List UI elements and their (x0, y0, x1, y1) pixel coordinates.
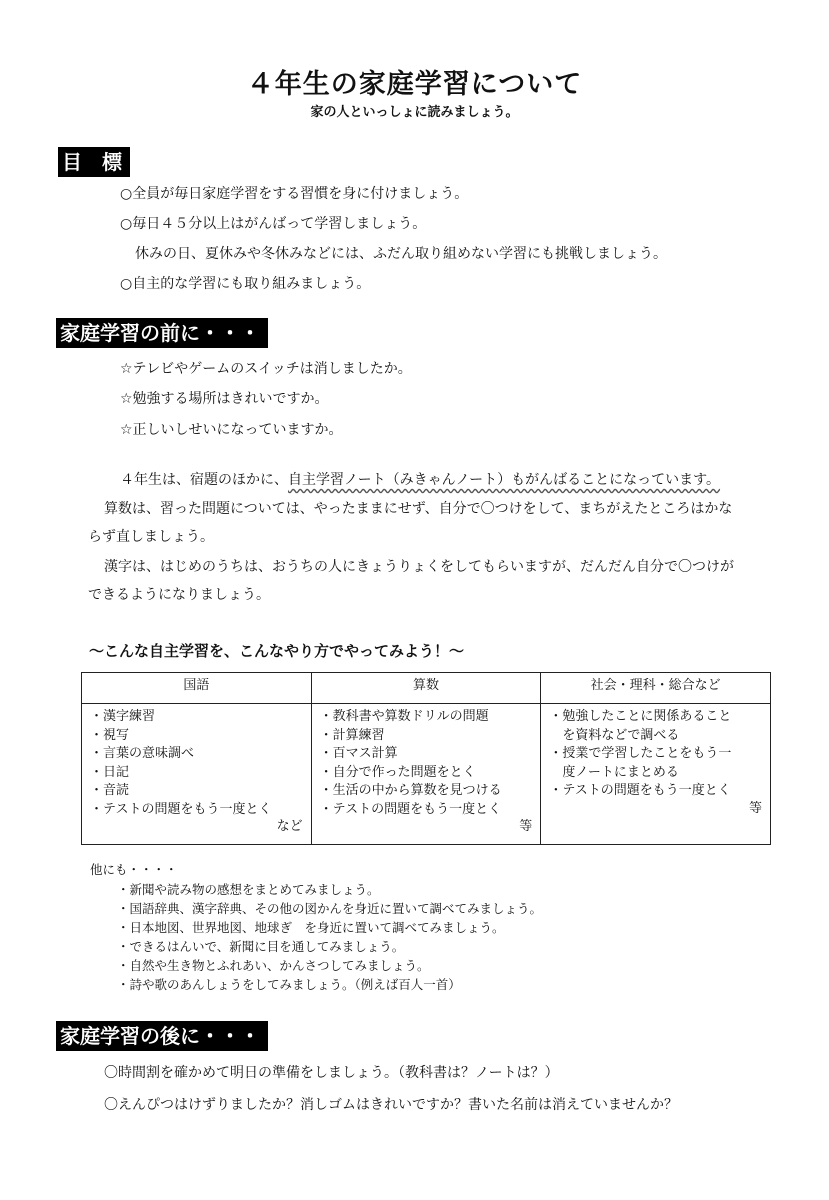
list-item: ・教科書や算数ドリルの問題 (319, 709, 489, 724)
list-item: ・生活の中から算数を見つける (319, 783, 502, 798)
others-item: ・国語辞典、漢字辞典、その他の図かんを身近に置いて調べてみましょう。 (117, 901, 543, 916)
others-intro: 他にも・・・・ (90, 862, 178, 877)
page-subtitle: 家の人といっしょに読みましょう。 (310, 105, 519, 120)
list-item: ・日記 (90, 764, 130, 780)
section-heading-before: 家庭学習の前に・・・ (56, 318, 268, 348)
table-heading: ～こんな自主学習を、こんなやり方でやってみよう！～ (89, 642, 465, 660)
others-item: ・自然や生き物とふれあい、かんさつしてみましょう。 (117, 958, 430, 973)
goal-line: 休みの日、夏休みや冬休みなどには、ふだん取り組めない学習にも挑戦しましょう。 (135, 246, 667, 262)
column-header-math: 算数 (311, 673, 541, 704)
paragraph-kanji-2: できるようになりましょう。 (88, 587, 270, 603)
paragraph-math-2: らず直しましょう。 (88, 529, 214, 545)
list-item: ・言葉の意味調べ (90, 746, 195, 761)
goal-line: ○自主的な学習にも取り組みましょう。 (120, 276, 371, 292)
check-line: ☆テレビやゲームのスイッチは消しましたか。 (120, 361, 412, 377)
list-item: ・百マス計算 (319, 746, 398, 761)
paragraph-kanji-1: 漢字は、はじめのうちは、おうちの人にきょうりょくをしてもらいますが、だんだん自分で〇つけが (104, 559, 734, 575)
list-item: ・計算練習 (319, 727, 385, 743)
list-item: ・漢字練習 (90, 709, 156, 724)
list-item: ・勉強したことに関係あること (549, 709, 732, 724)
cell-tail-text: 等 (519, 819, 533, 834)
others-item: ・日本地図、世界地図、地球ぎ を身近に置いて調べてみましょう。 (117, 920, 505, 935)
table-row (82, 704, 771, 845)
cell-tail-text: 等 (748, 801, 762, 816)
list-item: ・自分で作った問題をとく (319, 764, 476, 780)
list-item: ・授業で学習したことをもう一 (549, 746, 732, 761)
goal-line: ○全員が毎日家庭学習をする習慣を身に付けましょう。 (120, 186, 469, 202)
after-line: 〇時間割を確かめて明日の準備をしましょう。（教科書は？ノートは？） (104, 1065, 559, 1081)
list-item: ・視写 (90, 727, 130, 743)
cell-social-science (541, 704, 771, 845)
table-header-row (82, 673, 771, 704)
cell-tail-text: など (276, 819, 303, 834)
after-line: 〇えんぴつはけずりましたか？消しゴムはきれいですか？書いた名前は消えていませんか？ (104, 1097, 678, 1113)
paragraph-notebook-prefix: ４年生は、宿題のほかに、 (120, 472, 288, 488)
notebook-underlined-text: 自主学習ノート（みきゃんノート）もがんばることになっています。 (288, 472, 721, 488)
list-item: を資料などで調べる (549, 727, 680, 743)
others-item: ・詩や歌のあんしょうをしてみましょう。（例えば百人一首） (117, 977, 461, 992)
section-heading-goals: 目 標 (58, 147, 130, 177)
check-line: ☆正しいしせいになっていますか。 (120, 422, 343, 438)
column-header-social-science: 社会・理科・総合など (541, 673, 771, 704)
paragraph-math-1: 算数は、習った問題については、やったままにせず、自分で〇つけをして、まちがえたところはかな (104, 501, 733, 517)
list-item: ・テストの問題をもう一度とく (549, 783, 731, 798)
list-item: 度ノートにまとめる (549, 764, 679, 780)
goal-line: ○毎日４５分以上はがんばって学習しましょう。 (120, 216, 427, 232)
page-title: ４年生の家庭学習について (246, 69, 583, 100)
check-line: ☆勉強する場所はきれいですか。 (120, 391, 329, 407)
list-item: ・テストの問題をもう一度とく (90, 801, 272, 817)
paragraph-notebook (120, 469, 720, 489)
others-item: ・新聞や読み物の感想をまとめてみましょう。 (117, 882, 380, 897)
study-methods-table (81, 672, 771, 845)
others-item: ・できるはんいで、新聞に目を通してみましょう。 (117, 939, 405, 954)
cell-math (311, 704, 541, 845)
column-header-japanese: 国語 (82, 673, 312, 704)
list-item: ・音読 (90, 783, 130, 798)
cell-japanese (82, 704, 312, 845)
list-item: ・テストの問題をもう一度とく (319, 801, 502, 817)
section-heading-after: 家庭学習の後に・・・ (56, 1021, 268, 1051)
